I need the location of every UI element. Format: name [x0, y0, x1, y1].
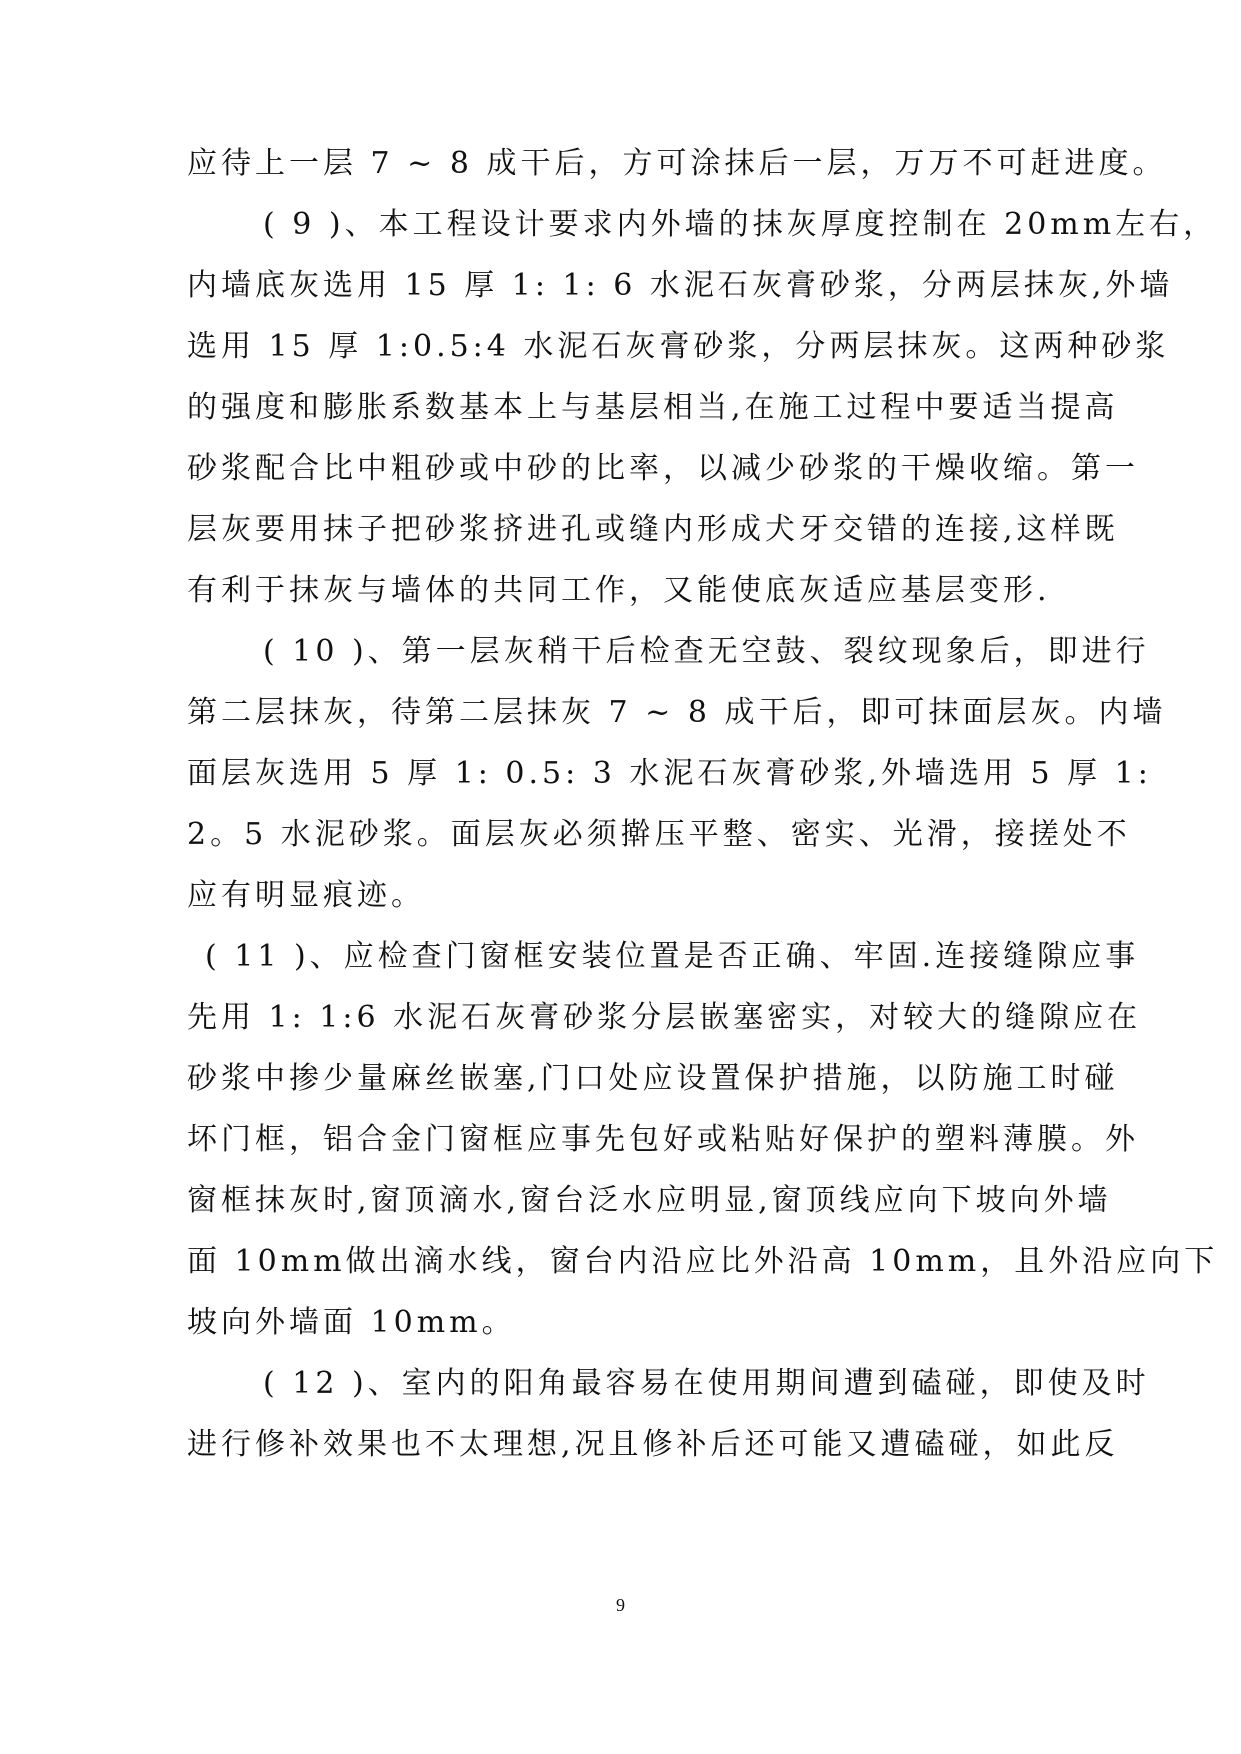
text-line: ( 9 )、本工程设计要求内外墙的抹灰厚度控制在 20mm左右，: [263, 207, 1218, 242]
text-line: ( 12 )、室内的阳角最容易在使用期间遭到磕碰，即使及时: [263, 1366, 1150, 1401]
text-line: 进行修补效果也不太理想,况且修补后还可能又遭磕碰，如此反: [187, 1427, 1119, 1462]
text-line: 2。5 水泥砂浆。面层灰必须擀压平整、密实、光滑，接搓处不: [187, 817, 1131, 852]
text-line: 选用 15 厚 1:0.5:4 水泥石灰膏砂浆，分两层抹灰。这两种砂浆: [187, 329, 1170, 364]
text-line: 砂浆配合比中粗砂或中砂的比率，以减少砂浆的干燥收缩。第一: [187, 451, 1139, 486]
text-line: 应待上一层 7 ~ 8 成干后，方可涂抹后一层，万万不可赶进度。: [187, 146, 1167, 181]
text-line: 砂浆中掺少量麻丝嵌塞,门口处应设置保护措施，以防施工时碰: [187, 1061, 1119, 1096]
text-line: 内墙底灰选用 15 厚 1: 1: 6 水泥石灰膏砂浆，分两层抹灰,外墙: [187, 268, 1174, 303]
text-line: 面 10mm做出滴水线，窗台内沿应比外沿高 10mm，且外沿应向下: [187, 1244, 1219, 1279]
text-line: 窗框抹灰时,窗顶滴水,窗台泛水应明显,窗顶线应向下坡向外墙: [187, 1183, 1112, 1218]
text-line: 层灰要用抹子把砂浆挤进孔或缝内形成犬牙交错的连接,这样既: [187, 512, 1119, 547]
page-number: 9: [616, 1595, 625, 1615]
text-line: 先用 1: 1:6 水泥石灰膏砂浆分层嵌塞密实，对较大的缝隙应在: [187, 1000, 1142, 1035]
text-line: 第二层抹灰，待第二层抹灰 7 ~ 8 成干后，即可抹面层灰。内墙: [187, 695, 1167, 730]
text-line: 的强度和膨胀系数基本上与基层相当,在施工过程中要适当提高: [187, 390, 1119, 425]
text-line: 坏门框，铝合金门窗框应事先包好或粘贴好保护的塑料薄膜。外: [187, 1122, 1139, 1157]
text-line: 面层灰选用 5 厚 1: 0.5: 3 水泥石灰膏砂浆,外墙选用 5 厚 1:: [187, 756, 1152, 791]
text-line: 应有明显痕迹。: [187, 878, 425, 913]
text-line: ( 10 )、第一层灰稍干后检查无空鼓、裂纹现象后，即进行: [263, 634, 1150, 669]
text-line: ( 11 )、应检查门窗框安装位置是否正确、牢固.连接缝隙应事: [205, 939, 1140, 974]
text-line: 坡向外墙面 10mm。: [187, 1305, 516, 1340]
text-line: 有利于抹灰与墙体的共同工作，又能使底灰适应基层变形.: [187, 573, 1051, 608]
